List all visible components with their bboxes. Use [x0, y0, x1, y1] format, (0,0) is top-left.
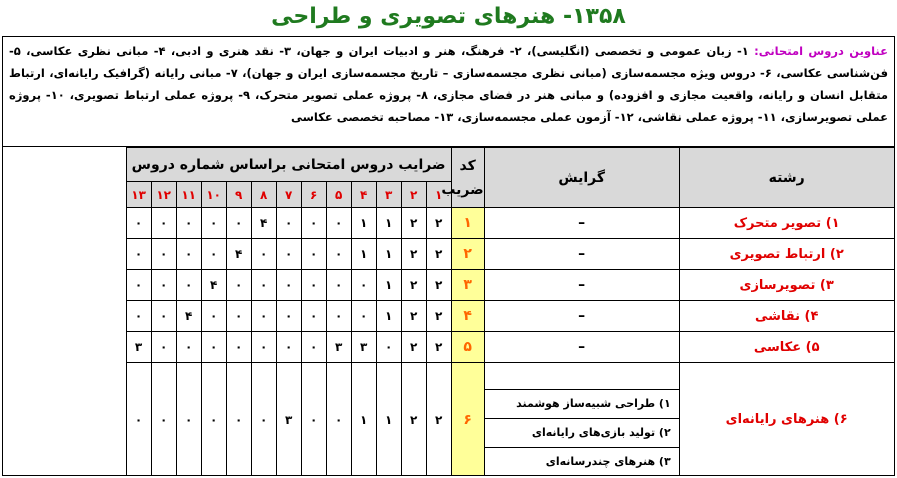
coef-cell: ۰ — [201, 239, 226, 270]
coef-cell: ۲ — [401, 270, 426, 301]
coef-cell: ۱ — [376, 208, 401, 239]
course-num-4: ۴ — [351, 182, 376, 208]
coef-cell: ۰ — [276, 239, 301, 270]
coef-cell: ۰ — [251, 332, 276, 363]
coef-cell: ۲ — [426, 332, 451, 363]
header-coefficients: ضرایب دروس امتحانی براساس شماره دروس — [126, 148, 451, 182]
branch-item: ۲) تولید بازی‌های رایانه‌ای — [485, 418, 679, 447]
coef-cell: ۲ — [426, 270, 451, 301]
coef-cell: ۰ — [301, 363, 326, 477]
coef-cell: ۱ — [376, 363, 401, 477]
field-name: ۵) عکاسی — [679, 332, 894, 363]
course-num-11: ۱۱ — [176, 182, 201, 208]
coef-cell: ۰ — [251, 363, 276, 477]
coef-cell: ۲ — [426, 208, 451, 239]
branch-cell: – — [484, 270, 679, 301]
coef-cell: ۰ — [326, 208, 351, 239]
course-num-2: ۲ — [401, 182, 426, 208]
code-cell: ۵ — [451, 332, 484, 363]
course-num-3: ۳ — [376, 182, 401, 208]
coef-cell: ۰ — [251, 239, 276, 270]
code-cell: ۳ — [451, 270, 484, 301]
coefficients-table — [3, 147, 895, 476]
coef-cell: ۲ — [426, 363, 451, 477]
table-frame — [2, 36, 895, 476]
code-cell: ۴ — [451, 301, 484, 332]
coef-cell: ۲ — [401, 301, 426, 332]
table-row — [3, 270, 894, 301]
field-name: ۲) ارتباط تصویری — [679, 239, 894, 270]
coef-cell: ۰ — [276, 301, 301, 332]
course-num-10: ۱۰ — [201, 182, 226, 208]
code-cell: ۱ — [451, 208, 484, 239]
code-cell: ۶ — [451, 363, 484, 477]
coef-cell: ۰ — [126, 208, 151, 239]
coef-cell: ۰ — [376, 332, 401, 363]
course-num-1: ۱ — [426, 182, 451, 208]
table-row — [3, 363, 894, 477]
field-name: ۴) نقاشی — [679, 301, 894, 332]
coef-cell: ۰ — [351, 270, 376, 301]
coef-cell: ۰ — [201, 301, 226, 332]
coef-cell: ۰ — [301, 208, 326, 239]
coef-cell: ۰ — [226, 301, 251, 332]
coef-cell: ۰ — [251, 301, 276, 332]
table-row — [3, 301, 894, 332]
coef-cell: ۰ — [326, 363, 351, 477]
coef-cell: ۰ — [226, 208, 251, 239]
empty-column — [3, 148, 126, 477]
course-num-9: ۹ — [226, 182, 251, 208]
exam-subjects-label: عناوین دروس امتحانی: — [754, 44, 888, 58]
coef-cell: ۰ — [176, 332, 201, 363]
coef-cell: ۰ — [176, 208, 201, 239]
coef-cell: ۰ — [301, 239, 326, 270]
coef-cell: ۱ — [351, 208, 376, 239]
coef-cell: ۰ — [226, 270, 251, 301]
branch-cell: – — [484, 301, 679, 332]
coef-cell: ۰ — [151, 301, 176, 332]
course-num-12: ۱۲ — [151, 182, 176, 208]
coef-cell: ۳ — [326, 332, 351, 363]
coef-cell: ۰ — [226, 363, 251, 477]
coef-cell: ۰ — [326, 239, 351, 270]
coef-cell: ۰ — [176, 239, 201, 270]
coef-cell: ۰ — [351, 301, 376, 332]
coef-cell: ۳ — [126, 332, 151, 363]
branch-item: ۱) طراحی شبیه‌ساز هوشمند — [516, 397, 671, 410]
coef-cell: ۴ — [251, 208, 276, 239]
coef-cell: ۰ — [151, 332, 176, 363]
coef-cell: ۰ — [326, 301, 351, 332]
header-branch: گرایش — [484, 148, 679, 208]
branch-item: ۳) هنرهای چندرسانه‌ای — [485, 447, 679, 476]
coef-cell: ۰ — [151, 208, 176, 239]
coef-cell: ۰ — [326, 270, 351, 301]
coef-cell: ۱ — [351, 239, 376, 270]
coef-cell: ۱ — [376, 239, 401, 270]
coef-cell: ۱ — [351, 363, 376, 477]
header-code: کد ضریب — [451, 148, 484, 208]
field-name: ۱) تصویر متحرک — [679, 208, 894, 239]
field-name: ۳) تصویرسازی — [679, 270, 894, 301]
branch-cell: – — [484, 332, 679, 363]
coef-cell: ۰ — [126, 239, 151, 270]
coef-cell: ۰ — [151, 239, 176, 270]
branch-list — [484, 363, 679, 477]
coef-cell: ۰ — [301, 270, 326, 301]
coef-cell: ۰ — [276, 270, 301, 301]
coef-cell: ۰ — [301, 332, 326, 363]
coef-cell: ۰ — [176, 270, 201, 301]
exam-subjects-paragraph — [3, 37, 894, 147]
coef-cell: ۰ — [301, 301, 326, 332]
coef-cell: ۴ — [226, 239, 251, 270]
page-title: ۱۳۵۸- هنرهای تصویری و طراحی — [271, 4, 626, 29]
coef-cell: ۱ — [376, 301, 401, 332]
coef-cell: ۱ — [376, 270, 401, 301]
coef-cell: ۰ — [151, 270, 176, 301]
coef-cell: ۰ — [126, 270, 151, 301]
coef-cell: ۳ — [276, 363, 301, 477]
table-row — [3, 239, 894, 270]
coef-cell: ۲ — [401, 363, 426, 477]
coef-cell: ۴ — [201, 270, 226, 301]
code-cell: ۲ — [451, 239, 484, 270]
coef-cell: ۲ — [401, 208, 426, 239]
exam-subjects-text: ۱- زبان عمومی و تخصصی (انگلیسی)، ۲- فرهنگ، هنر و ادبیات ایران و جهان، ۳- نقد هنری و ادبی، ۴- مبانی نظری عکاسی، ۵- فن‌شناسی عکاسی، ۶- دروس ویژه مجسمه‌سازی (مبانی نظری مجسمه‌سازی – تاریخ مجسمه‌سازی ایران و جهان)، ۷- مبانی رایانه (گرافیک رایانه‌ای، ارتباط متقابل انسان و رایانه، واقعیت مجازی و افزوده) و مبانی هنر در فضای مجازی، ۸- پروژه عملی تصویر متحرک، ۹- پروژه عملی ارتباط تصویری، ۱۰- پروژه عملی تصویرسازی، ۱۱- پروژه عملی نقاشی، ۱۲- آزمون عملی مجسمه‌سازی، ۱۳- مصاحبه تخصصی عکاسی — [9, 44, 889, 124]
coef-cell: ۳ — [351, 332, 376, 363]
coef-cell: ۰ — [126, 301, 151, 332]
coef-cell: ۰ — [276, 332, 301, 363]
course-num-13: ۱۳ — [126, 182, 151, 208]
coef-cell: ۰ — [226, 332, 251, 363]
course-num-5: ۵ — [326, 182, 351, 208]
branch-cell: – — [484, 208, 679, 239]
coef-cell: ۰ — [201, 332, 226, 363]
branch-cell: – — [484, 239, 679, 270]
course-num-6: ۶ — [301, 182, 326, 208]
coef-cell: ۰ — [176, 363, 201, 477]
coef-cell: ۲ — [401, 332, 426, 363]
coef-cell: ۰ — [126, 363, 151, 477]
coef-cell: ۰ — [201, 363, 226, 477]
table-row — [3, 208, 894, 239]
coef-cell: ۰ — [251, 270, 276, 301]
coef-cell: ۲ — [426, 301, 451, 332]
table-row — [3, 332, 894, 363]
coef-cell: ۰ — [276, 208, 301, 239]
course-num-7: ۷ — [276, 182, 301, 208]
coef-cell: ۰ — [201, 208, 226, 239]
field-name: ۶) هنرهای رایانه‌ای — [679, 363, 894, 477]
header-field: رشته — [679, 148, 894, 208]
coef-cell: ۰ — [151, 363, 176, 477]
coef-cell: ۴ — [176, 301, 201, 332]
coef-cell: ۲ — [401, 239, 426, 270]
coef-cell: ۲ — [426, 239, 451, 270]
course-num-8: ۸ — [251, 182, 276, 208]
